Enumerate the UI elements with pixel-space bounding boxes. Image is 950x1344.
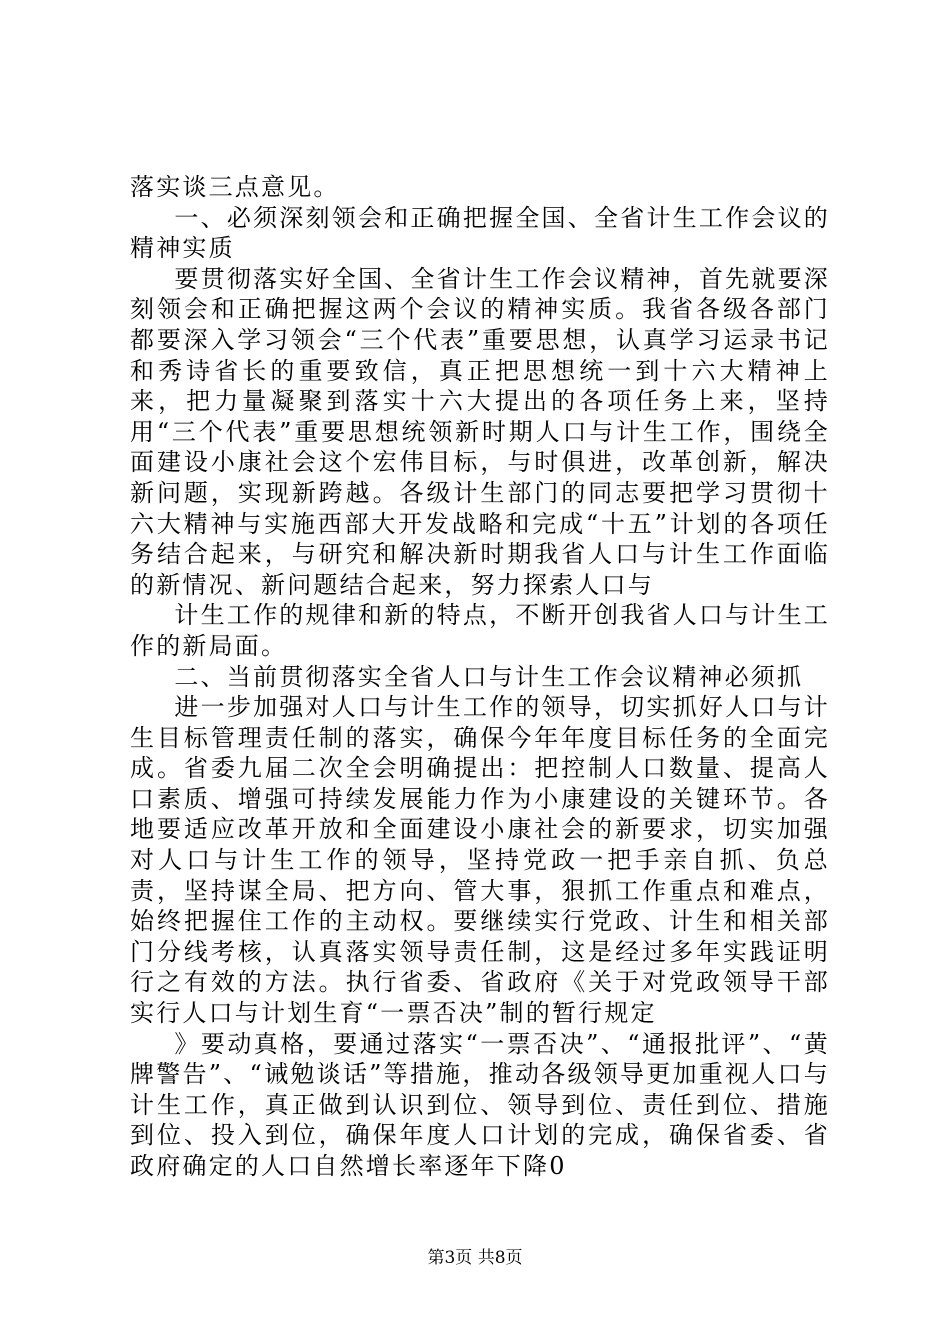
paragraph: 计生工作的规律和新的特点，不断开创我省人口与计生工作的新局面。 xyxy=(130,601,830,660)
document-body xyxy=(130,172,830,1182)
page-number-footer: 第3页 共8页 xyxy=(427,1248,523,1268)
paragraph: 进一步加强对人口与计生工作的领导，切实抓好人口与计生目标管理责任制的落实，确保今年年度目标任务的全面完成。省委九届二次全会明确提出：把控制人口数量、提高人口素质、增强可持续发展能力作为小康建设的关键环节。各地要适应改革开放和全面建设小康社会的新要求，切实加强对人口与计生工作的领导，坚持党政一把手亲自抓、负总责，坚持谋全局、把方向、管大事，狠抓工作重点和难点，始终把握住工作的主动权。要继续实行党政、计生和相关部门分线考核，认真落实领导责任制，这是经过多年实践证明行之有效的方法。执行省委、省政府《关于对党政领导干部实行人口与计划生育“一票否决”制的暂行规定 xyxy=(130,693,830,1028)
section-heading-2: 二、当前贯彻落实全省人口与计生工作会议精神必须抓 xyxy=(174,662,804,691)
paragraph: 要贯彻落实好全国、全省计生工作会议精神，首先就要深刻领会和正确把握这两个会议的精神实质。我省各级各部门都要深入学习领会“三个代表”重要思想，认真学习运录书记和秀诗省长的重要致信，真正把思想统一到十六大精神上来，把力量凝聚到落实十六大提出的各项任务上来，坚持用“三个代表”重要思想统领新时期人口与计生工作，围绕全面建设小康社会这个宏伟目标，与时俱进，改革创新，解决新问题，实现新跨越。各级计生部门的同志要把学习贯彻十六大精神与实施西部大开发战略和完成“十五”计划的各项任务结合起来，与研究和解决新时期我省人口与计生工作面临的新情况、新问题结合起来，努力探索人口与 xyxy=(130,264,830,599)
section-heading-1: 一、必须深刻领会和正确把握全国、全省计生工作会议的精神实质 xyxy=(130,203,830,263)
paragraph-intro: 落实谈三点意见。 xyxy=(130,173,340,201)
paragraph: 》要动真格，要通过落实“一票否决”、“通报批评”、“黄牌警告”、“诫勉谈话”等措施，推动各级领导更加重视人口与计生工作，真正做到认识到位、领导到位、责任到位、措施到位、投入到位，确保年度人口计划的完成，确保省委、省政府确定的人口自然增长率逐年下降0 xyxy=(130,1029,830,1180)
